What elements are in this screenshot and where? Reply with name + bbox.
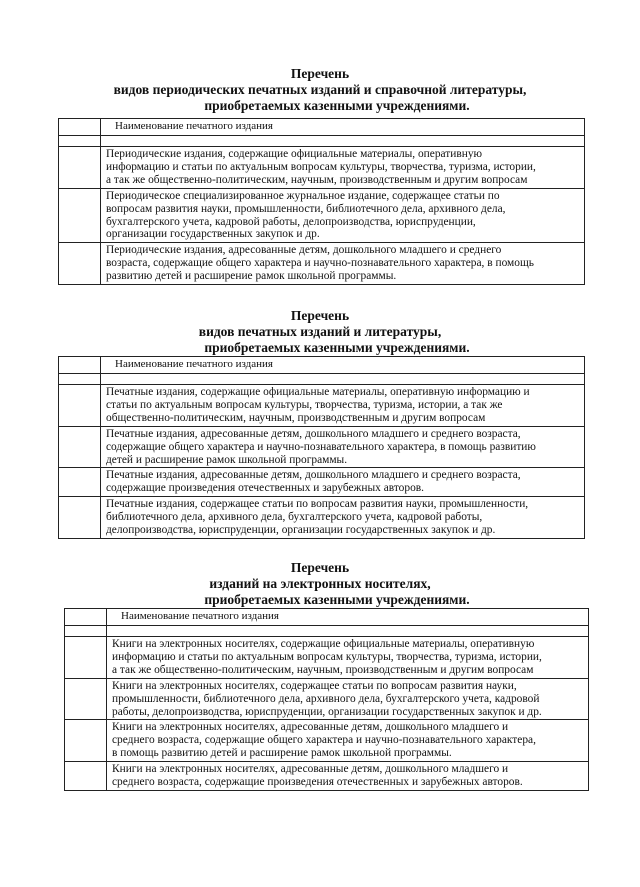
heading-line: приобретаемых казенными учреждениями.	[204, 340, 470, 355]
table-row	[59, 243, 585, 285]
item-line: Периодическое специализированное журнальное издание, содержащее статьи по	[106, 189, 500, 202]
item-line: делопроизводства, юриспруденции, организации государственных закупок и др.	[106, 524, 496, 537]
table-row	[65, 762, 589, 791]
number-cell	[59, 385, 101, 427]
item-line: Книги на электронных носителях, содержащее статьи по вопросам развития науки,	[112, 679, 517, 692]
item-cell	[101, 385, 585, 427]
heading-line: изданий на электронных носителях,	[209, 576, 431, 591]
number-cell	[65, 762, 107, 791]
item-line: детей и расширение рамок школьной программы.	[106, 453, 348, 466]
number-cell	[65, 637, 107, 679]
item-cell	[101, 426, 585, 468]
item-line: развитию детей и расширение рамок школьной программы.	[106, 270, 397, 283]
item-line: возраста, содержащие общего характера и научно-познавательного характера, в помощь	[106, 257, 534, 270]
item-line: промышленности, библиотечного дела, архивного дела, бухгалтерского учета, кадровой	[112, 692, 540, 705]
item-line: среднего возраста, содержащие произведения отечественных и зарубежных авторов.	[112, 776, 523, 789]
number-cell	[59, 243, 101, 285]
section-heading	[0, 66, 640, 114]
item-line: содержащие общего характера и научно-познавательного характера, в помощь развитию	[106, 440, 536, 453]
number-cell	[59, 426, 101, 468]
heading-line: Перечень	[290, 560, 350, 575]
item-line: среднего возраста, содержащие общего характера и научно-познавательного характера,	[112, 734, 536, 747]
item-cell	[107, 720, 589, 762]
item-cell	[101, 147, 585, 189]
section-heading	[0, 308, 640, 356]
number-cell	[59, 188, 101, 243]
item-line: в помощь развитию детей и расширение рамок школьной программы.	[112, 747, 452, 760]
table-row	[59, 147, 585, 189]
number-cell	[59, 357, 101, 374]
table-header-row	[65, 609, 589, 626]
item-line: Печатные издания, адресованные детям, дошкольного младшего и среднего возраста,	[106, 469, 521, 482]
table-row	[65, 678, 589, 720]
item-line: Периодические издания, содержащие официальные материалы, оперативную	[106, 148, 483, 160]
item-line: а так же общественно-политическим, научным, производственным и другим вопросам	[106, 173, 528, 186]
item-line: библиотечного дела, архивного дела, бухгалтерского учета, кадровой работы,	[106, 511, 483, 524]
item-line: информацию и статьи по актуальным вопросам культуры, творчества, туризма, истории,	[112, 650, 542, 663]
item-cell	[107, 678, 589, 720]
item-cell	[101, 188, 585, 243]
table-row	[59, 468, 585, 497]
heading-line: Перечень	[290, 66, 350, 81]
number-cell	[59, 497, 101, 539]
item-cell	[107, 637, 589, 679]
item-line: информацию и статьи по актуальным вопросам культуры, творчества, туризма, истории,	[106, 160, 536, 173]
heading-line: видов печатных изданий и литературы,	[198, 324, 442, 339]
heading-line: приобретаемых казенными учреждениями.	[204, 592, 470, 607]
section-heading	[0, 560, 640, 608]
item-line: Печатные издания, содержащие официальные материалы, оперативную информацию и	[106, 386, 530, 398]
item-line: Печатные издания, адресованные детям, дошкольного младшего и среднего возраста,	[106, 427, 521, 440]
table-spacer-row	[65, 626, 589, 637]
list-table	[58, 118, 585, 285]
heading-line: приобретаемых казенными учреждениями.	[204, 98, 470, 113]
table-spacer-row	[59, 136, 585, 147]
item-line: Периодические издания, адресованные детям, дошкольного младшего и среднего	[106, 244, 502, 257]
table-row	[59, 188, 585, 243]
item-line: бухгалтерского учета, кадровой работы, делопроизводства, юриспруденции,	[106, 215, 476, 228]
table-header-row	[59, 357, 585, 374]
item-line: Книги на электронных носителях, адресованные детям, дошкольного младшего и	[112, 763, 509, 776]
number-cell	[59, 147, 101, 189]
heading-line: Перечень	[290, 308, 350, 323]
number-cell	[65, 609, 107, 626]
table-header-row	[59, 119, 585, 136]
item-line: Печатные издания, содержащее статьи по вопросам развития науки, промышленности,	[106, 498, 529, 511]
column-header: Наименование печатного издания	[101, 357, 585, 374]
number-cell	[59, 468, 101, 497]
item-cell	[101, 497, 585, 539]
item-cell	[101, 468, 585, 497]
column-header: Наименование печатного издания	[101, 119, 585, 136]
number-cell	[65, 678, 107, 720]
item-cell	[107, 762, 589, 791]
number-cell	[65, 720, 107, 762]
table-row	[65, 637, 589, 679]
item-line: статьи по актуальным вопросам культуры, творчества, туризма, истории, а так же	[106, 398, 503, 411]
item-line: организации государственных закупок и др.	[106, 228, 320, 241]
item-line: содержащие произведения отечественных и зарубежных авторов.	[106, 482, 424, 495]
table-row	[59, 497, 585, 539]
item-line: работы, делопроизводства, юриспруденции, организации государственных закупок и др.	[112, 705, 542, 718]
item-line: Книги на электронных носителях, адресованные детям, дошкольного младшего и	[112, 721, 509, 734]
item-cell	[101, 243, 585, 285]
heading-line: видов периодических печатных изданий и справочной литературы,	[113, 82, 527, 97]
item-line: а так же общественно-политическим, научным, производственным и другим вопросам	[112, 663, 534, 676]
table-spacer-row	[59, 374, 585, 385]
item-line: общественно-политическим, научным, производственным и другим вопросам	[106, 411, 486, 424]
table-row	[59, 385, 585, 427]
item-line: Книги на электронных носителях, содержащие официальные материалы, оперативную	[112, 638, 535, 650]
table-row	[65, 720, 589, 762]
table-row	[59, 426, 585, 468]
list-table	[58, 356, 585, 539]
list-table	[64, 608, 589, 791]
item-line: вопросам развития науки, промышленности, библиотечного дела, архивного дела,	[106, 202, 506, 215]
number-cell	[59, 119, 101, 136]
column-header: Наименование печатного издания	[107, 609, 589, 626]
